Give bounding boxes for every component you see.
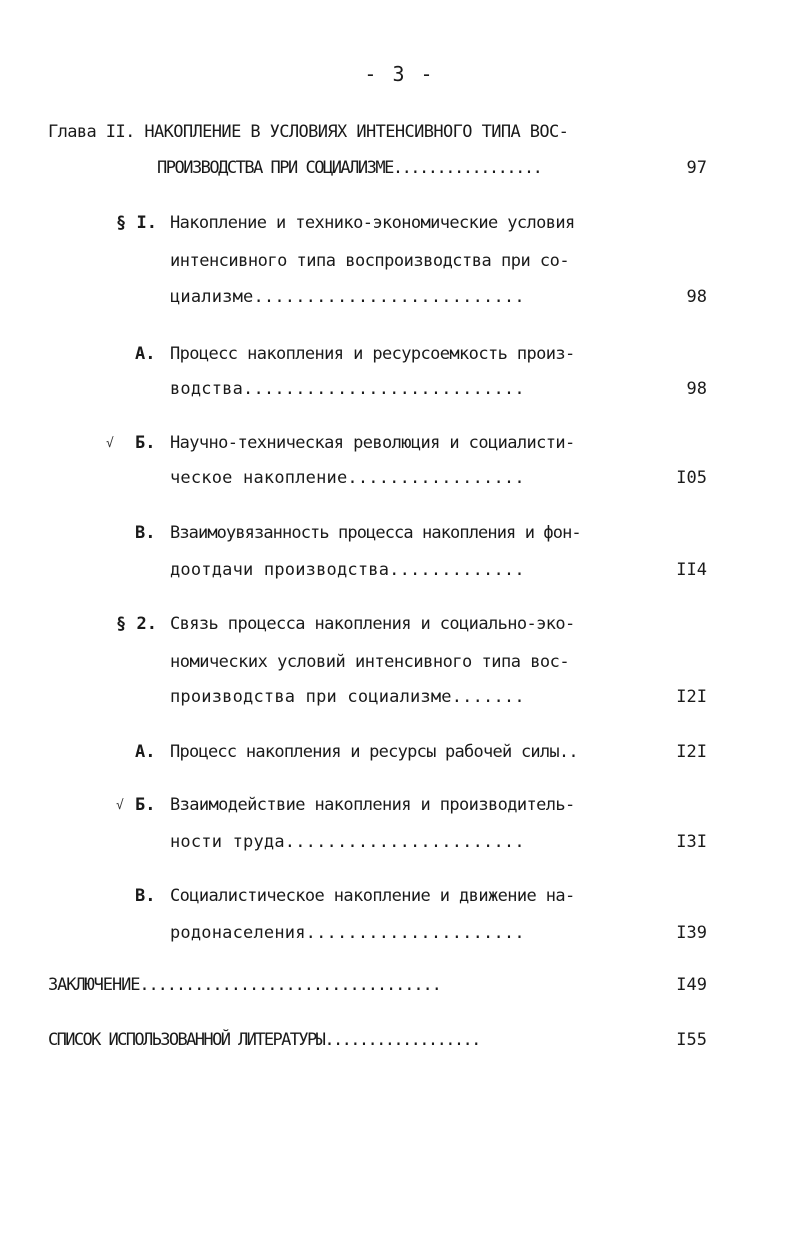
subsection-1b-label: Б. <box>135 433 156 453</box>
subsection-2b-label: Б. <box>135 795 156 815</box>
chapter-page-ref: 97 <box>686 158 707 178</box>
subsection-2c-line2: родонаселения..................... <box>170 923 525 943</box>
subsection-2a-label: А. <box>135 742 156 762</box>
references-title: СПИСОК ИСПОЛЬЗОВАННОЙ ЛИТЕРАТУРЫ.................. <box>48 1030 480 1050</box>
subsection-1b-line2: ческое накопление................. <box>170 468 525 488</box>
section-1-line1: Накопление и технико-экономические условия <box>170 213 575 233</box>
subsection-2b-page-ref: I3I <box>676 832 707 852</box>
subsection-2a-line1: Процесс накопления и ресурсы рабочей силы.. <box>170 742 578 762</box>
subsection-1c-label: В. <box>135 523 156 543</box>
chapter-title-line2: ПРОИЗВОДСТВА ПРИ СОЦИАЛИЗМЕ................. <box>157 158 542 178</box>
references-page-ref: I55 <box>676 1030 707 1050</box>
section-2-page-ref: I2I <box>676 687 707 707</box>
subsection-1b-line1: Научно-техническая революция и социалисти- <box>170 433 575 453</box>
section-2-line1: Связь процесса накопления и социально-эко- <box>170 614 575 634</box>
page-number: - 3 - <box>364 62 435 86</box>
check-mark-icon: √ <box>116 798 124 813</box>
section-1-label: § I. <box>116 213 157 233</box>
chapter-title-line1: Глава II. НАКОПЛЕНИЕ В УСЛОВИЯХ ИНТЕНСИВНОГО ТИПА ВОС- <box>48 122 569 142</box>
subsection-1c-line2: доотдачи производства............. <box>170 560 525 580</box>
conclusion-page-ref: I49 <box>676 975 707 995</box>
section-1-line2: интенсивного типа воспроизводства при со- <box>170 251 570 271</box>
section-2-line3: производства при социализме....... <box>170 687 525 707</box>
subsection-1b-page-ref: I05 <box>676 468 707 488</box>
subsection-2b-line1: Взаимодействие накопления и производитель- <box>170 795 575 815</box>
subsection-1c-line1: Взаимоувязанность процесса накопления и фон- <box>170 523 581 543</box>
section-2-label: § 2. <box>116 614 157 634</box>
subsection-2c-page-ref: I39 <box>676 923 707 943</box>
check-mark-icon: √ <box>106 436 114 451</box>
subsection-2b-line2: ности труда....................... <box>170 832 525 852</box>
section-2-line2: номических условий интенсивного типа вос- <box>170 652 570 672</box>
subsection-1a-page-ref: 98 <box>686 379 707 399</box>
subsection-1c-page-ref: II4 <box>676 560 707 580</box>
subsection-1a-line2: водства........................... <box>170 379 525 399</box>
section-1-line3: циализме.......................... <box>170 287 525 307</box>
subsection-2a-page-ref: I2I <box>676 742 707 762</box>
conclusion-title: ЗАКЛЮЧЕНИЕ................................. <box>48 975 441 995</box>
section-1-page-ref: 98 <box>686 287 707 307</box>
subsection-1a-line1: Процесс накопления и ресурсоемкость произ- <box>170 344 575 364</box>
subsection-1a-label: А. <box>135 344 156 364</box>
subsection-2c-label: В. <box>135 886 156 906</box>
subsection-2c-line1: Социалистическое накопление и движение на- <box>170 886 575 906</box>
